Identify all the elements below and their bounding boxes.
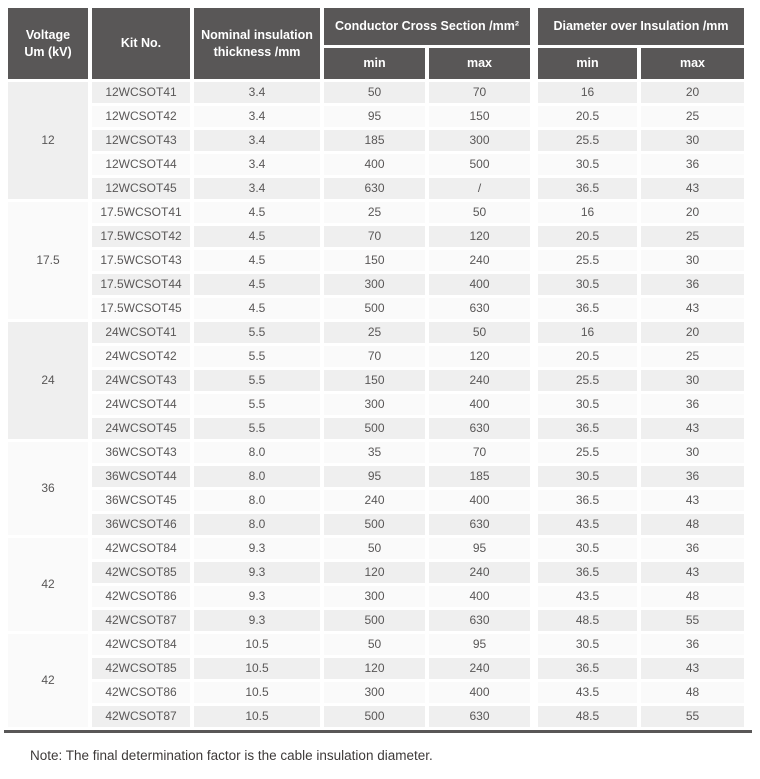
ccs-min-cell: 400	[324, 154, 425, 175]
kit-selection-table	[4, 5, 748, 730]
ccs-min-cell: 120	[324, 562, 425, 583]
dia-min-cell: 20.5	[534, 226, 637, 247]
kit-no-cell: 36WCSOT44	[92, 466, 190, 487]
table-row	[8, 418, 744, 439]
thickness-cell: 8.0	[194, 466, 320, 487]
header-ccs-max: max	[429, 48, 530, 79]
ccs-min-cell: 120	[324, 658, 425, 679]
table-row	[8, 274, 744, 295]
dia-max-cell: 48	[641, 586, 744, 607]
ccs-min-cell: 500	[324, 610, 425, 631]
kit-no-cell: 42WCSOT87	[92, 706, 190, 727]
thickness-cell: 4.5	[194, 274, 320, 295]
dia-max-cell: 36	[641, 634, 744, 655]
thickness-cell: 3.4	[194, 130, 320, 151]
header-row-groups	[8, 8, 744, 45]
dia-min-cell: 36.5	[534, 562, 637, 583]
ccs-min-cell: 95	[324, 466, 425, 487]
ccs-max-cell: 630	[429, 706, 530, 727]
dia-min-cell: 30.5	[534, 154, 637, 175]
table-row	[8, 178, 744, 199]
dia-min-cell: 43.5	[534, 682, 637, 703]
dia-min-cell: 43.5	[534, 514, 637, 535]
header-diameter-over-insulation: Diameter over Insulation /mm	[534, 8, 744, 45]
thickness-cell: 5.5	[194, 346, 320, 367]
dia-min-cell: 30.5	[534, 274, 637, 295]
header-dia-min: min	[534, 48, 637, 79]
ccs-min-cell: 300	[324, 586, 425, 607]
ccs-max-cell: 400	[429, 394, 530, 415]
thickness-cell: 4.5	[194, 298, 320, 319]
ccs-min-cell: 95	[324, 106, 425, 127]
dia-max-cell: 36	[641, 466, 744, 487]
table-row	[8, 466, 744, 487]
header-kit-no: Kit No.	[92, 8, 190, 79]
table-row	[8, 706, 744, 727]
thickness-cell: 9.3	[194, 610, 320, 631]
ccs-max-cell: 95	[429, 538, 530, 559]
table-header	[8, 8, 744, 79]
ccs-max-cell: 630	[429, 514, 530, 535]
kit-no-cell: 12WCSOT44	[92, 154, 190, 175]
dia-max-cell: 43	[641, 298, 744, 319]
dia-max-cell: 20	[641, 202, 744, 223]
table-row	[8, 370, 744, 391]
ccs-max-cell: 185	[429, 466, 530, 487]
kit-no-cell: 17.5WCSOT45	[92, 298, 190, 319]
ccs-max-cell: 400	[429, 586, 530, 607]
ccs-min-cell: 240	[324, 490, 425, 511]
thickness-cell: 8.0	[194, 490, 320, 511]
kit-no-cell: 24WCSOT45	[92, 418, 190, 439]
kit-no-cell: 12WCSOT45	[92, 178, 190, 199]
dia-max-cell: 36	[641, 394, 744, 415]
thickness-cell: 4.5	[194, 250, 320, 271]
thickness-cell: 10.5	[194, 634, 320, 655]
dia-max-cell: 48	[641, 682, 744, 703]
dia-min-cell: 36.5	[534, 298, 637, 319]
dia-max-cell: 36	[641, 154, 744, 175]
dia-max-cell: 43	[641, 490, 744, 511]
dia-min-cell: 16	[534, 322, 637, 343]
table-row	[8, 682, 744, 703]
table-row	[8, 610, 744, 631]
thickness-cell: 9.3	[194, 538, 320, 559]
ccs-max-cell: 630	[429, 418, 530, 439]
ccs-min-cell: 50	[324, 634, 425, 655]
ccs-min-cell: 50	[324, 82, 425, 103]
header-nominal-thickness: Nominal insulation thickness /mm	[194, 8, 320, 79]
dia-min-cell: 25.5	[534, 250, 637, 271]
ccs-max-cell: 240	[429, 562, 530, 583]
kit-no-cell: 42WCSOT84	[92, 634, 190, 655]
ccs-max-cell: 50	[429, 322, 530, 343]
dia-min-cell: 36.5	[534, 658, 637, 679]
dia-min-cell: 25.5	[534, 370, 637, 391]
ccs-min-cell: 150	[324, 250, 425, 271]
kit-no-cell: 24WCSOT42	[92, 346, 190, 367]
table-note: Note: The final determination factor is the cable insulation diameter.	[30, 748, 433, 763]
dia-min-cell: 36.5	[534, 418, 637, 439]
dia-max-cell: 20	[641, 82, 744, 103]
header-ccs-min: min	[324, 48, 425, 79]
voltage-cell: 42	[8, 634, 88, 727]
ccs-max-cell: 120	[429, 226, 530, 247]
dia-max-cell: 25	[641, 346, 744, 367]
thickness-cell: 9.3	[194, 586, 320, 607]
dia-max-cell: 55	[641, 610, 744, 631]
ccs-min-cell: 50	[324, 538, 425, 559]
thickness-cell: 4.5	[194, 202, 320, 223]
ccs-min-cell: 630	[324, 178, 425, 199]
ccs-min-cell: 35	[324, 442, 425, 463]
dia-min-cell: 30.5	[534, 538, 637, 559]
thickness-cell: 4.5	[194, 226, 320, 247]
kit-no-cell: 12WCSOT43	[92, 130, 190, 151]
thickness-cell: 10.5	[194, 658, 320, 679]
dia-min-cell: 16	[534, 82, 637, 103]
header-voltage-line1: Voltage	[25, 28, 71, 43]
kit-no-cell: 24WCSOT41	[92, 322, 190, 343]
kit-no-cell: 17.5WCSOT44	[92, 274, 190, 295]
dia-min-cell: 30.5	[534, 466, 637, 487]
thickness-cell: 3.4	[194, 106, 320, 127]
kit-no-cell: 12WCSOT41	[92, 82, 190, 103]
kit-no-cell: 42WCSOT86	[92, 682, 190, 703]
table-row	[8, 322, 744, 343]
dia-max-cell: 43	[641, 658, 744, 679]
ccs-max-cell: 630	[429, 298, 530, 319]
ccs-max-cell: 70	[429, 82, 530, 103]
voltage-cell: 36	[8, 442, 88, 535]
dia-max-cell: 48	[641, 514, 744, 535]
ccs-min-cell: 300	[324, 682, 425, 703]
ccs-max-cell: 500	[429, 154, 530, 175]
dia-max-cell: 43	[641, 418, 744, 439]
ccs-min-cell: 185	[324, 130, 425, 151]
thickness-cell: 5.5	[194, 394, 320, 415]
ccs-max-cell: 95	[429, 634, 530, 655]
kit-no-cell: 42WCSOT87	[92, 610, 190, 631]
ccs-max-cell: 240	[429, 370, 530, 391]
dia-max-cell: 30	[641, 130, 744, 151]
ccs-min-cell: 500	[324, 514, 425, 535]
kit-no-cell: 42WCSOT85	[92, 562, 190, 583]
kit-no-cell: 36WCSOT45	[92, 490, 190, 511]
ccs-max-cell: 240	[429, 250, 530, 271]
table-row	[8, 394, 744, 415]
table-row	[8, 538, 744, 559]
ccs-min-cell: 25	[324, 202, 425, 223]
kit-no-cell: 17.5WCSOT41	[92, 202, 190, 223]
thickness-cell: 10.5	[194, 682, 320, 703]
ccs-max-cell: 240	[429, 658, 530, 679]
dia-min-cell: 30.5	[534, 634, 637, 655]
thickness-cell: 5.5	[194, 322, 320, 343]
ccs-min-cell: 70	[324, 346, 425, 367]
ccs-max-cell: 70	[429, 442, 530, 463]
ccs-max-cell: 400	[429, 274, 530, 295]
ccs-min-cell: 300	[324, 394, 425, 415]
thickness-cell: 8.0	[194, 514, 320, 535]
thickness-cell: 3.4	[194, 178, 320, 199]
kit-no-cell: 24WCSOT43	[92, 370, 190, 391]
header-voltage-line2: Um (kV)	[24, 44, 72, 59]
table-row	[8, 202, 744, 223]
ccs-min-cell: 500	[324, 418, 425, 439]
kit-no-cell: 42WCSOT84	[92, 538, 190, 559]
ccs-min-cell: 500	[324, 706, 425, 727]
dia-min-cell: 20.5	[534, 106, 637, 127]
dia-min-cell: 48.5	[534, 706, 637, 727]
header-voltage	[8, 8, 88, 79]
voltage-cell: 12	[8, 82, 88, 199]
dia-max-cell: 30	[641, 370, 744, 391]
table-row	[8, 298, 744, 319]
dia-min-cell: 30.5	[534, 394, 637, 415]
kit-no-cell: 12WCSOT42	[92, 106, 190, 127]
ccs-max-cell: 400	[429, 490, 530, 511]
ccs-max-cell: 300	[429, 130, 530, 151]
dia-max-cell: 25	[641, 106, 744, 127]
table-row	[8, 442, 744, 463]
dia-max-cell: 20	[641, 322, 744, 343]
dia-min-cell: 43.5	[534, 586, 637, 607]
table-row	[8, 634, 744, 655]
thickness-cell: 8.0	[194, 442, 320, 463]
table-row	[8, 106, 744, 127]
table-row	[8, 490, 744, 511]
thickness-cell: 3.4	[194, 154, 320, 175]
kit-no-cell: 17.5WCSOT42	[92, 226, 190, 247]
table-row	[8, 82, 744, 103]
dia-min-cell: 36.5	[534, 178, 637, 199]
dia-max-cell: 30	[641, 442, 744, 463]
ccs-max-cell: 630	[429, 610, 530, 631]
kit-no-cell: 42WCSOT86	[92, 586, 190, 607]
dia-max-cell: 36	[641, 538, 744, 559]
voltage-cell: 42	[8, 538, 88, 631]
thickness-cell: 10.5	[194, 706, 320, 727]
dia-max-cell: 43	[641, 562, 744, 583]
dia-max-cell: 55	[641, 706, 744, 727]
table-row	[8, 226, 744, 247]
kit-no-cell: 36WCSOT43	[92, 442, 190, 463]
ccs-max-cell: 120	[429, 346, 530, 367]
dia-min-cell: 25.5	[534, 130, 637, 151]
kit-no-cell: 42WCSOT85	[92, 658, 190, 679]
table-body	[8, 82, 744, 727]
ccs-min-cell: 70	[324, 226, 425, 247]
ccs-max-cell: 400	[429, 682, 530, 703]
dia-min-cell: 36.5	[534, 490, 637, 511]
header-dia-max: max	[641, 48, 744, 79]
kit-no-cell: 36WCSOT46	[92, 514, 190, 535]
table-row	[8, 346, 744, 367]
dia-min-cell: 25.5	[534, 442, 637, 463]
voltage-cell: 24	[8, 322, 88, 439]
dia-min-cell: 48.5	[534, 610, 637, 631]
kit-no-cell: 24WCSOT44	[92, 394, 190, 415]
dia-max-cell: 25	[641, 226, 744, 247]
table-row	[8, 130, 744, 151]
dia-max-cell: 43	[641, 178, 744, 199]
thickness-cell: 3.4	[194, 82, 320, 103]
dia-min-cell: 16	[534, 202, 637, 223]
thickness-cell: 9.3	[194, 562, 320, 583]
table-row	[8, 658, 744, 679]
ccs-min-cell: 500	[324, 298, 425, 319]
dia-max-cell: 36	[641, 274, 744, 295]
table-row	[8, 514, 744, 535]
thickness-cell: 5.5	[194, 370, 320, 391]
header-conductor-cross-section: Conductor Cross Section /mm²	[324, 8, 530, 45]
ccs-min-cell: 150	[324, 370, 425, 391]
dia-min-cell: 20.5	[534, 346, 637, 367]
kit-no-cell: 17.5WCSOT43	[92, 250, 190, 271]
ccs-max-cell: /	[429, 178, 530, 199]
table-row	[8, 154, 744, 175]
table-row	[8, 586, 744, 607]
table-row	[8, 562, 744, 583]
thickness-cell: 5.5	[194, 418, 320, 439]
ccs-max-cell: 150	[429, 106, 530, 127]
voltage-cell: 17.5	[8, 202, 88, 319]
ccs-min-cell: 25	[324, 322, 425, 343]
table-row	[8, 250, 744, 271]
ccs-max-cell: 50	[429, 202, 530, 223]
ccs-min-cell: 300	[324, 274, 425, 295]
dia-max-cell: 30	[641, 250, 744, 271]
table-bottom-rule	[4, 730, 752, 733]
